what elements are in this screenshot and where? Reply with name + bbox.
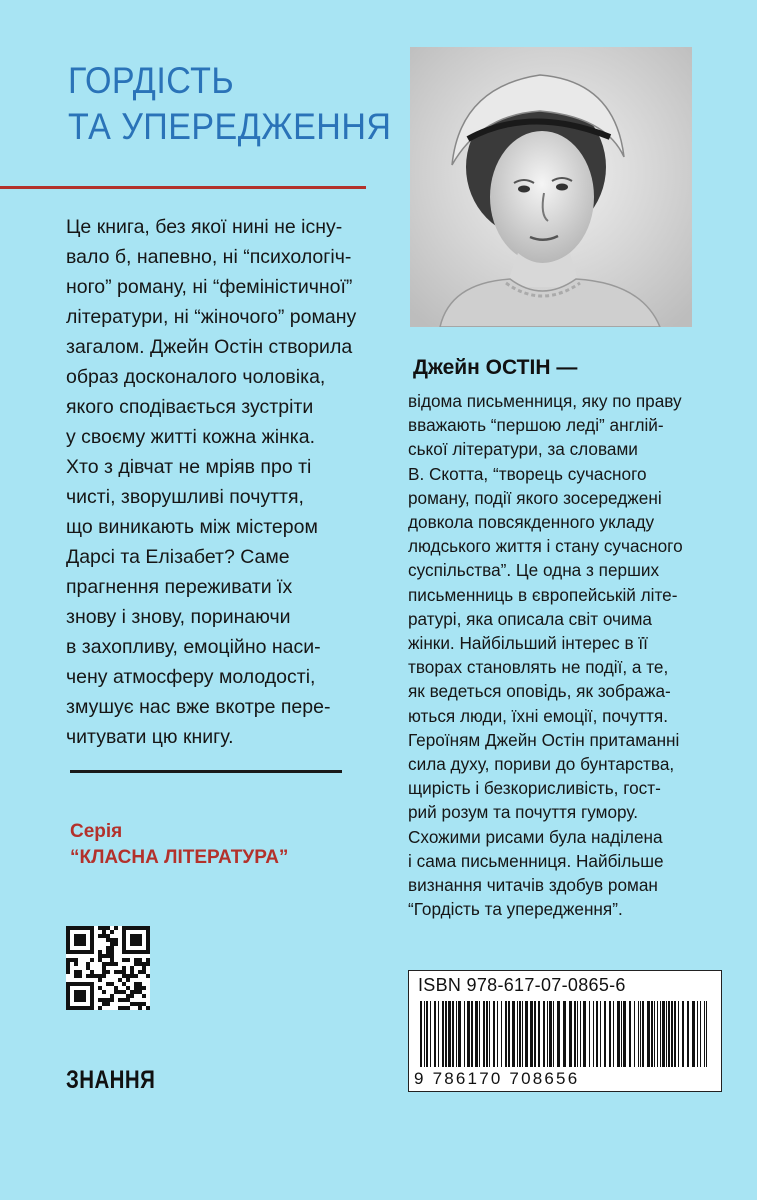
series-name: “КЛАСНА ЛІТЕРАТУРА” <box>70 847 289 868</box>
bio-line: ської літератури, за словами <box>408 439 638 460</box>
bio-line: відома письменниця, яку по праву <box>408 391 682 411</box>
barcode-digits: 9 786170 708656 <box>414 1069 580 1088</box>
blurb-line: загалом. Джейн Остін створила <box>66 336 353 358</box>
author-heading: Джейн ОСТІН — <box>413 356 578 379</box>
blurb-line: Хто з дівчат не мріяв про ті <box>66 456 312 478</box>
bio-line: щирість і безкорисливість, гост- <box>408 778 661 799</box>
blurb-line: прагнення переживати їх <box>66 576 293 598</box>
blurb-line: ного” роману, ні “феміністичної” <box>66 276 353 298</box>
blurb-divider <box>70 770 342 773</box>
qr-code[interactable] <box>66 926 150 1010</box>
bio-line: і сама письменниця. Найбільше <box>408 850 664 871</box>
bio-line: ються люди, їхні емоції, почуття. <box>408 705 668 726</box>
bio-line: ратурі, яка описала світ очима <box>408 608 652 629</box>
blurb-line: образ досконалого чоловіка, <box>66 366 326 388</box>
bio-line: жінки. Найбільший інтерес в її <box>408 633 648 654</box>
author-portrait <box>410 47 692 327</box>
bio-line: творах становлять не події, а те, <box>408 657 669 678</box>
bio-line: Схожими рисами була наділена <box>408 826 663 847</box>
book-title-line-2: ТА УПЕРЕДЖЕННЯ <box>68 106 392 147</box>
bio-line: вважають “першою леді” англій- <box>408 415 664 436</box>
blurb-line: змушує нас вже вкотре пере- <box>66 696 331 718</box>
qr-code-graphic <box>66 926 150 1010</box>
blurb-line: що виникають між містером <box>66 516 318 538</box>
bio-line: довкола повсякденного укладу <box>408 512 655 533</box>
blurb-line: в захопливу, емоційно наси- <box>66 636 321 658</box>
bio-line: роману, події якого зосереджені <box>408 487 662 508</box>
barcode <box>420 1001 710 1067</box>
bio-line: визнання читачів здобув роман <box>408 875 658 896</box>
bio-line: суспільства”. Це одна з перших <box>408 560 660 581</box>
book-blurb <box>66 212 366 752</box>
blurb-line: Дарсі та Елізабет? Саме <box>66 546 290 568</box>
blurb-line: у своєму житті кожна жінка. <box>66 426 316 448</box>
blurb-line: чену атмосферу молодості, <box>66 666 316 688</box>
book-title <box>68 58 391 150</box>
series-info <box>70 819 288 871</box>
blurb-line: Це книга, без якої нині не існу- <box>66 216 343 238</box>
book-title-line-1: ГОРДІСТЬ <box>68 60 235 101</box>
publisher-logo: ЗНАННЯ <box>66 1066 156 1094</box>
author-portrait-image <box>410 47 692 327</box>
blurb-line: вало б, напевно, ні “психологіч- <box>66 246 352 268</box>
isbn-label: ISBN 978-617-07-0865-6 <box>418 975 626 995</box>
bio-line: письменниць в європейській літе- <box>408 584 678 605</box>
bio-line: як ведеться оповідь, як зобража- <box>408 681 671 702</box>
bio-line: В. Скотта, “творець сучасного <box>408 463 647 484</box>
bio-line: людського життя і стану сучасного <box>408 536 683 557</box>
blurb-line: якого сподівається зустріти <box>66 396 314 418</box>
series-label: Серія <box>70 821 123 842</box>
author-bio <box>408 389 718 921</box>
blurb-line: читувати цю книгу. <box>66 726 234 748</box>
blurb-line: знову і знову, поринаючи <box>66 606 291 628</box>
bio-line: рий розум та почуття гумору. <box>408 802 639 823</box>
blurb-line: літератури, ні “жіночого” роману <box>66 306 357 328</box>
blurb-line: чисті, зворушливі почуття, <box>66 486 304 508</box>
bio-line: сила духу, пориви до бунтарства, <box>408 754 675 775</box>
bio-line: Героїням Джейн Остін притаманні <box>408 729 680 750</box>
title-divider <box>0 186 366 189</box>
bio-line: “Гордість та упередження”. <box>408 899 623 920</box>
